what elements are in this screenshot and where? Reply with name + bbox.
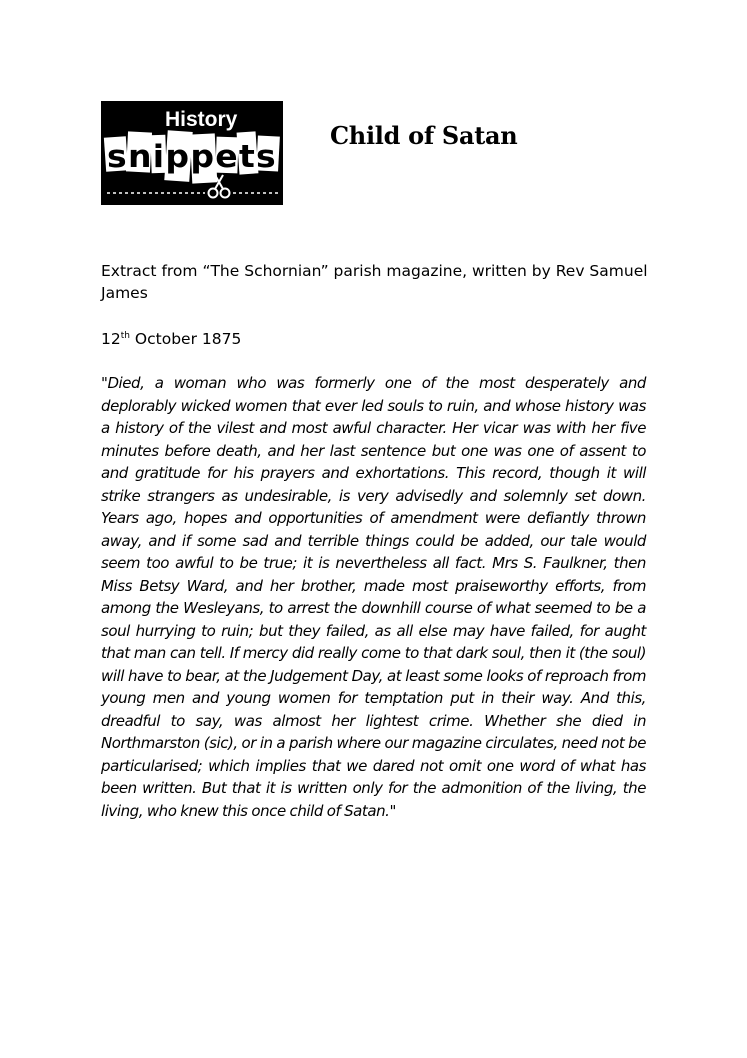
page-title: Child of Satan (330, 121, 518, 150)
logo-line2: snippets (107, 139, 277, 175)
history-snippets-logo (101, 101, 283, 205)
date-line (101, 328, 241, 350)
date-day: 12 (101, 330, 121, 348)
logo-line1: History (165, 108, 238, 131)
date-rest: October 1875 (134, 330, 242, 348)
quote-text: "Died, a woman who was formerly one of the most desperately and deplorably wicked women that ever led souls to ruin, and whose history was a history of the vilest and most awful character. Her vicar was with her five minutes before death, and her last sentence but one was one of assent to and gratitude for his prayers and exhortations. This record, though it will strike strangers as undesirable, is very advisedly and solemnly set down. Years ago, hopes and opportunities of amendment were defiantly thrown away, and if some sad and terrible things could be added, our tale would seem too awful to be true; it is nevertheless all fact. Mrs S. Faulkner, then Miss Betsy Ward, and her brother, made most praiseworthy efforts, from among the Wesleyans, to arrest the downhill course of what seemed to be a soul hurrying to ruin; but they failed, as all else may have failed, for aught that man can tell. If mercy did really come to that dark soul, then it (the soul) will have to bear, at the Judgement Day, at least some looks of reproach from young men and young women for temptation put in their way. And this, dreadful to say, was almost her lightest crime. Whether she died in Northmarston (sic), or in a parish where our magazine circulates, need not be particularised; which implies that we dared not omit one word of what has been written. But that it is written only for the admonition of the living, the living, who knew this once child of Satan." (101, 374, 646, 820)
date-suffix: th (120, 331, 130, 341)
intro-text: Extract from “The Schornian” parish magazine, written by Rev Samuel James (101, 262, 648, 302)
